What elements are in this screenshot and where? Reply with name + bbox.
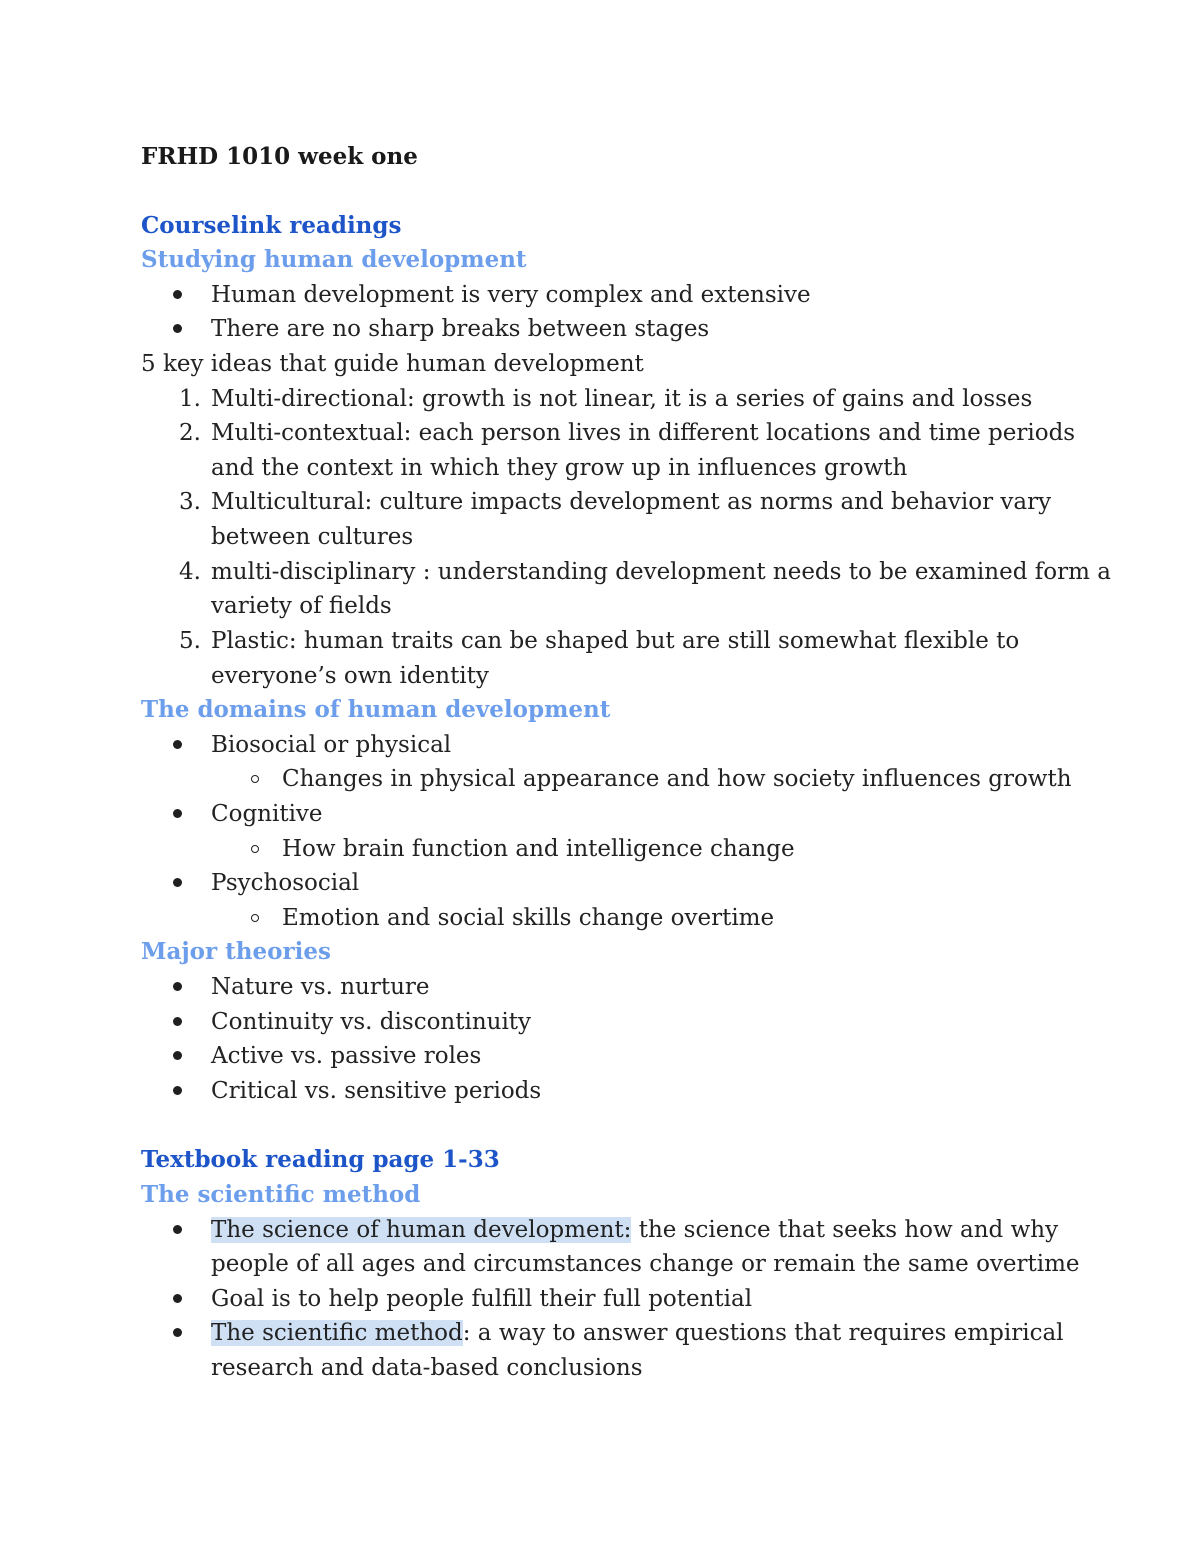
heading-courselink-readings: Courselink readings [141, 212, 402, 239]
hollow-bullet-icon [251, 914, 259, 922]
list-number: 3. [179, 489, 201, 515]
list-item: Cognitive [211, 797, 323, 831]
numbered-item-continuation: between cultures [211, 524, 414, 550]
hollow-bullet-icon [251, 775, 259, 783]
bullet-icon [173, 1225, 182, 1234]
numbered-item: 1. Multi-directional: growth is not linear, it is a series of gains and losses [211, 382, 1032, 416]
key-ideas-intro: 5 key ideas that guide human development [141, 351, 644, 377]
highlighted-term: The science of human development: [211, 1217, 632, 1243]
numbered-item: 5. Plastic: human traits can be shaped but are still somewhat flexible to [211, 624, 1019, 658]
list-item: Active vs. passive roles [211, 1039, 481, 1073]
numbered-item: 2. Multi-contextual: each person lives in different locations and time periods [211, 416, 1075, 450]
highlighted-term: The scientific method [211, 1320, 463, 1346]
heading-studying-human-development: Studying human development [141, 246, 527, 273]
numbered-item-continuation: everyone’s own identity [211, 663, 489, 689]
bullet-icon [173, 1294, 182, 1303]
bullet-icon [173, 878, 182, 887]
list-item: Critical vs. sensitive periods [211, 1074, 541, 1108]
list-item: Human development is very complex and extensive [211, 278, 811, 312]
heading-textbook-reading: Textbook reading page 1-33 [141, 1146, 500, 1173]
bullet-icon [173, 1086, 182, 1095]
list-number: 4. [179, 559, 201, 585]
list-item: Goal is to help people fulfill their full potential [211, 1282, 752, 1316]
list-item-continuation: research and data-based conclusions [211, 1355, 643, 1381]
document-title: FRHD 1010 week one [141, 143, 418, 170]
hollow-bullet-icon [251, 845, 259, 853]
heading-major-theories: Major theories [141, 938, 331, 965]
list-item: Nature vs. nurture [211, 970, 430, 1004]
numbered-item-continuation: and the context in which they grow up in influences growth [211, 455, 908, 481]
list-item: The scientific method: a way to answer questions that requires empirical [211, 1316, 1064, 1350]
list-number: 1. [179, 386, 201, 412]
numbered-item: 3. Multicultural: culture impacts development as norms and behavior vary [211, 485, 1051, 519]
bullet-icon [173, 290, 182, 299]
list-number: 5. [179, 628, 201, 654]
list-item: There are no sharp breaks between stages [211, 312, 709, 346]
bullet-icon [173, 1328, 182, 1337]
heading-scientific-method: The scientific method [141, 1181, 421, 1208]
list-item-continuation: people of all ages and circumstances change or remain the same overtime [211, 1251, 1080, 1277]
bullet-icon [173, 982, 182, 991]
list-item: Psychosocial [211, 866, 359, 900]
bullet-icon [173, 1017, 182, 1026]
numbered-item: 4. multi-disciplinary : understanding development needs to be examined form a [211, 555, 1111, 589]
list-item: The science of human development: the science that seeks how and why [211, 1213, 1058, 1247]
bullet-icon [173, 740, 182, 749]
heading-domains-of-human-development: The domains of human development [141, 696, 611, 723]
bullet-icon [173, 324, 182, 333]
bullet-icon [173, 1051, 182, 1060]
sub-list-item: Emotion and social skills change overtime [282, 901, 774, 935]
sub-list-item: Changes in physical appearance and how society influences growth [282, 762, 1072, 796]
list-number: 2. [179, 420, 201, 446]
sub-list-item: How brain function and intelligence change [282, 832, 795, 866]
numbered-item-continuation: variety of fields [211, 593, 392, 619]
list-item: Biosocial or physical [211, 728, 451, 762]
bullet-icon [173, 809, 182, 818]
list-item: Continuity vs. discontinuity [211, 1005, 531, 1039]
